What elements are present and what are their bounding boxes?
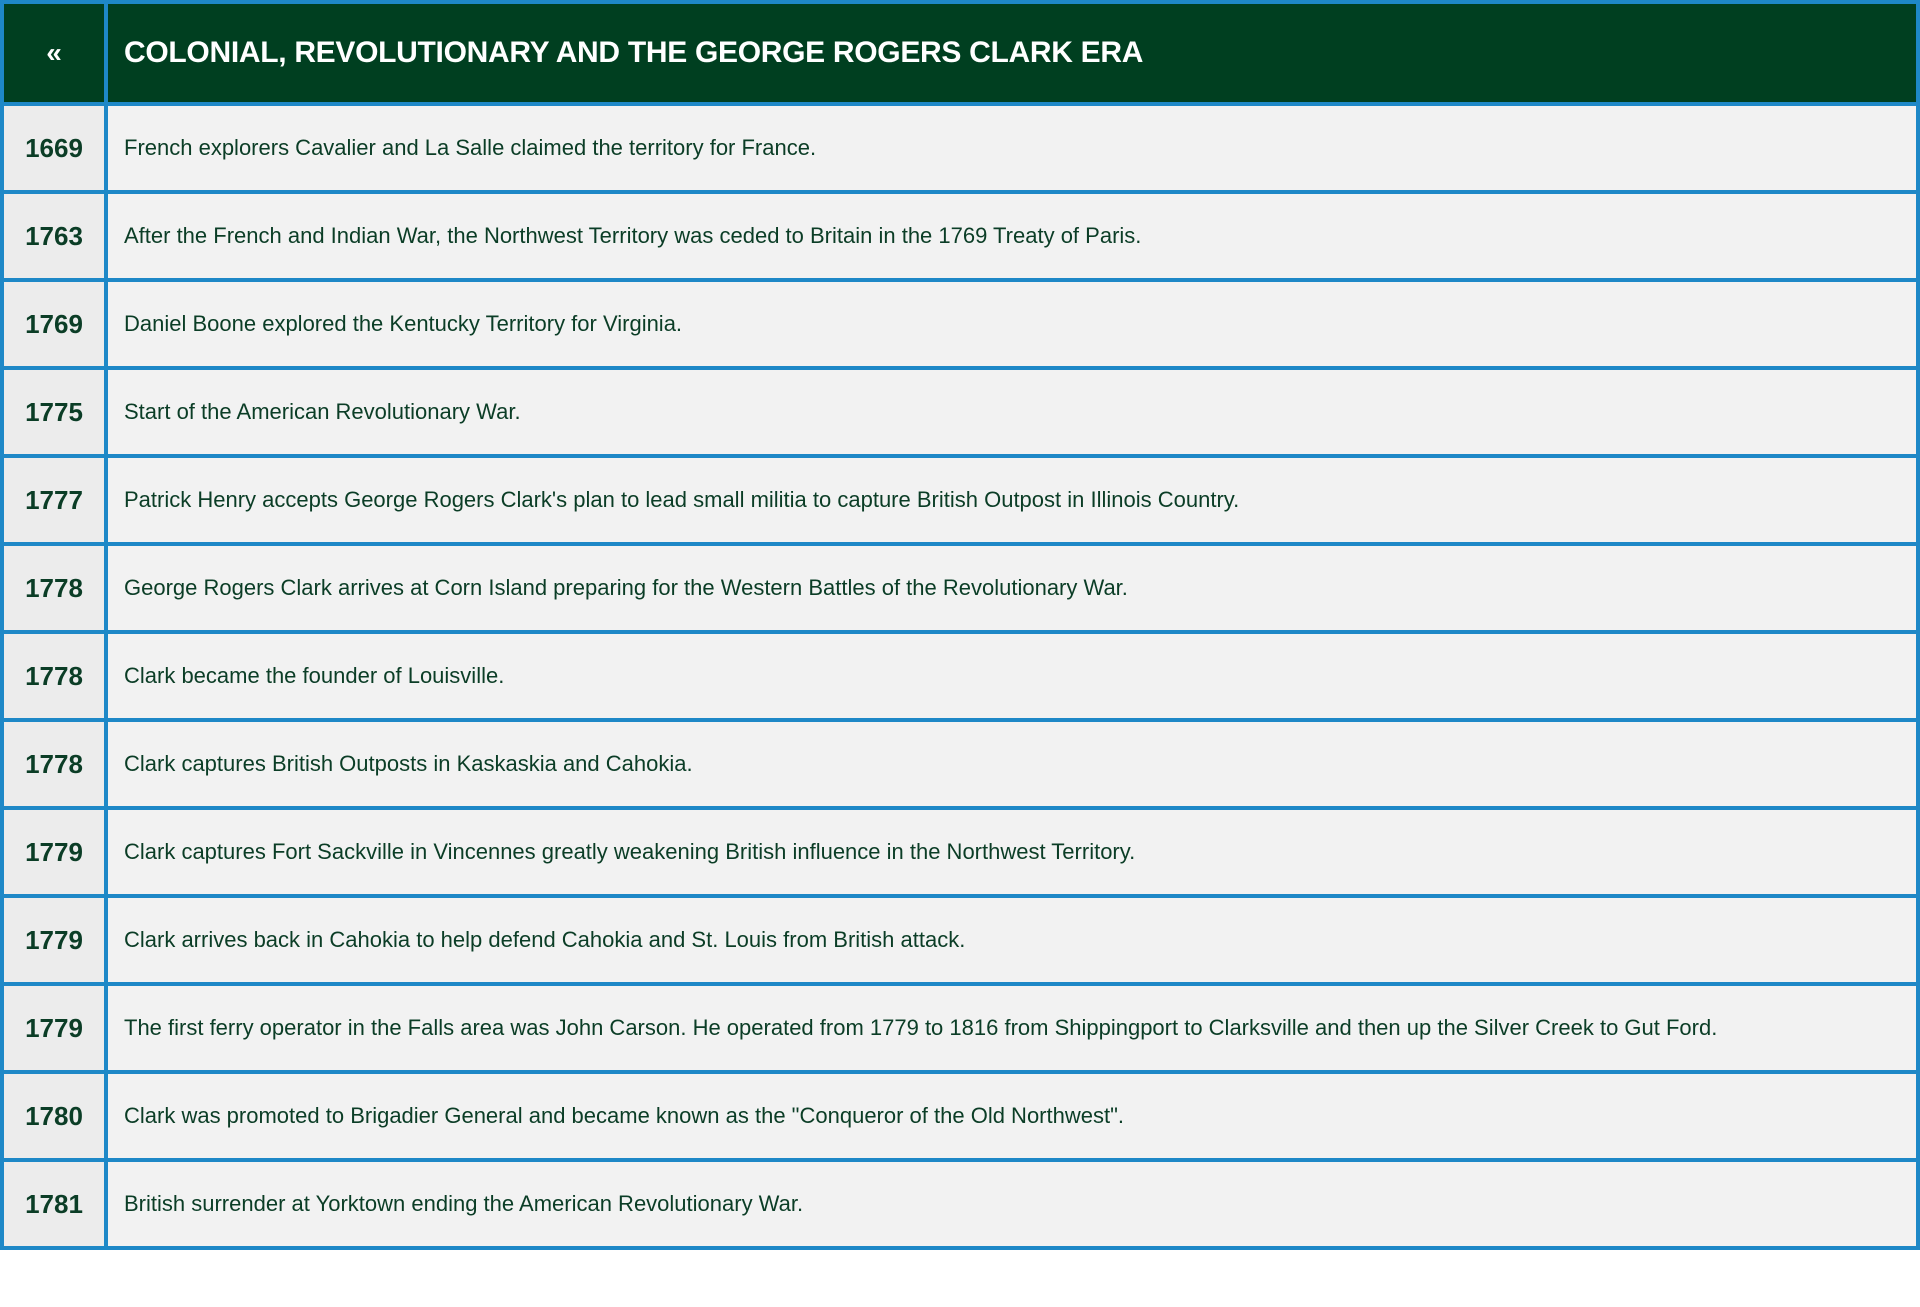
year-cell: 1778 xyxy=(2,632,106,720)
event-cell: After the French and Indian War, the Northwest Territory was ceded to Britain in the 1769 Treaty of Paris. xyxy=(106,192,1918,280)
table-row xyxy=(2,280,1918,368)
event-cell: The first ferry operator in the Falls area was John Carson. He operated from 1779 to 1816 from Shippingport to Clarksville and then up the Silver Creek to Gut Ford. xyxy=(106,984,1918,1072)
table-row xyxy=(2,896,1918,984)
year-cell: 1769 xyxy=(2,280,106,368)
year-cell: 1778 xyxy=(2,720,106,808)
table-header xyxy=(2,2,1918,104)
year-cell: 1775 xyxy=(2,368,106,456)
event-cell: Clark captures Fort Sackville in Vincennes greatly weakening British influence in the Northwest Territory. xyxy=(106,808,1918,896)
back-cell xyxy=(2,2,106,104)
table-row xyxy=(2,984,1918,1072)
year-cell: 1779 xyxy=(2,984,106,1072)
event-cell: Clark arrives back in Cahokia to help defend Cahokia and St. Louis from British attack. xyxy=(106,896,1918,984)
year-cell: 1763 xyxy=(2,192,106,280)
event-cell: Clark captures British Outposts in Kaskaskia and Cahokia. xyxy=(106,720,1918,808)
back-button[interactable]: « xyxy=(46,37,62,68)
event-cell: Daniel Boone explored the Kentucky Territory for Virginia. xyxy=(106,280,1918,368)
table-row xyxy=(2,808,1918,896)
table-row xyxy=(2,192,1918,280)
table-row xyxy=(2,632,1918,720)
year-cell: 1777 xyxy=(2,456,106,544)
event-cell: Patrick Henry accepts George Rogers Clark's plan to lead small militia to capture British Outpost in Illinois Country. xyxy=(106,456,1918,544)
event-cell: British surrender at Yorktown ending the American Revolutionary War. xyxy=(106,1160,1918,1248)
year-cell: 1780 xyxy=(2,1072,106,1160)
event-cell: French explorers Cavalier and La Salle claimed the territory for France. xyxy=(106,104,1918,192)
table-row xyxy=(2,104,1918,192)
year-cell: 1781 xyxy=(2,1160,106,1248)
year-cell: 1779 xyxy=(2,808,106,896)
event-cell: Start of the American Revolutionary War. xyxy=(106,368,1918,456)
year-cell: 1669 xyxy=(2,104,106,192)
table-row xyxy=(2,544,1918,632)
event-cell: Clark was promoted to Brigadier General and became known as the "Conqueror of the Old Northwest". xyxy=(106,1072,1918,1160)
year-cell: 1778 xyxy=(2,544,106,632)
event-cell: Clark became the founder of Louisville. xyxy=(106,632,1918,720)
year-cell: 1779 xyxy=(2,896,106,984)
table-row xyxy=(2,368,1918,456)
table-row xyxy=(2,456,1918,544)
page-title: COLONIAL, REVOLUTIONARY AND THE GEORGE ROGERS CLARK ERA xyxy=(106,2,1918,104)
event-cell: George Rogers Clark arrives at Corn Island preparing for the Western Battles of the Revolutionary War. xyxy=(106,544,1918,632)
table-row xyxy=(2,1160,1918,1248)
table-row xyxy=(2,720,1918,808)
table-row xyxy=(2,1072,1918,1160)
